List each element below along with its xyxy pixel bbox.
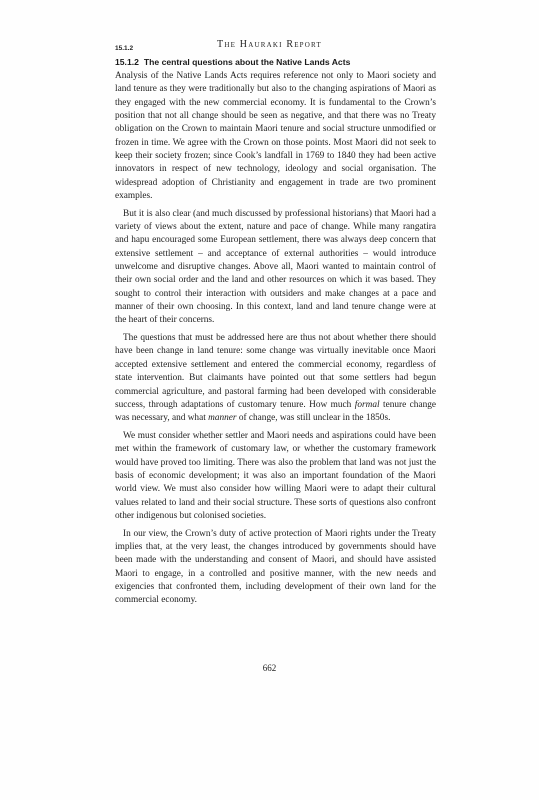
- section-reference: 15.1.2: [115, 45, 134, 52]
- paragraph: [115, 332, 436, 425]
- paragraph-text: of change, was still unclear in the 1850s.: [236, 413, 391, 424]
- paragraph: Analysis of the Native Lands Acts requires reference not only to Maori society and land tenure as they were traditionally but also to the changing aspirations of Maori as they engaged with the new commercial economy. It is fundamental to the Crown’s position that not all change should be seen as negative, and that there was no Treaty obligation on the Crown to maintain Maori tenure and social structure unmodified or frozen in time. We agree with the Crown on those points. Most Maori did not seek to keep their society frozen; since Cook’s landfall in 1769 to 1840 they had been active innovators in respect of new technology, ideology and social organisation. The widespread adoption of Christianity and engagement in trade are two prominent examples.: [115, 71, 436, 202]
- paragraph: But it is also clear (and much discussed by professional historians) that Maori had a variety of views about the extent, nature and pace of change. While many rangatira and hapu encouraged some European settlement, there was always deep concern that extensive settlement – and acceptance of external authorities – would introduce unwelcome and disruptive changes. Above all, Maori wanted to maintain control of their own social order and the land and other resources on which it was based. They sought to control their interaction with outsiders and make changes at a pace and manner of their own choosing. In this context, land and land tenure change were at the heart of their concerns.: [115, 208, 436, 326]
- emphasis-manner: manner: [208, 413, 237, 424]
- paragraph-text: The questions that must be addressed here are thus not about whether there should have been change in land tenure: some change was virtually inevitable once Maori accepted extensive settlement and entered the commercial economy, regardless of state intervention. But claimants have pointed out that some settlers had begun commercial agriculture, and pastoral farming had been developed with considerable success, through adaptations of customary tenure. How much: [115, 333, 436, 410]
- section-heading-title: The central questions about the Native Lands Acts: [143, 57, 351, 67]
- section-heading: [115, 57, 350, 67]
- paragraph: We must consider whether settler and Maori needs and aspirations could have been met within the framework of customary law, or whether the customary framework would have proved too limiting. There was also the problem that land was not just the basis of economic development; it was also an important foundation of the Maori world view. We must also consider how willing Maori were to adapt their cultural values related to land and their social structure. These sorts of questions also confront other indigenous but colonised societies.: [115, 430, 436, 521]
- section-heading-number: 15.1.2: [115, 57, 139, 67]
- paragraph: In our view, the Crown’s duty of active protection of Maori rights under the Treaty implies that, at the very least, the changes introduced by governments should have been made with the understanding and consent of Maori, and should have assisted Maori to engage, in a controlled and positive manner, with the new needs and exigencies that confronted them, including development of their own land for the commercial economy.: [115, 528, 436, 606]
- running-head: The Hauraki Report: [217, 39, 322, 50]
- body-text: [115, 70, 436, 612]
- paragraph-text: tenure change was necessary, and what: [115, 399, 436, 424]
- emphasis-formal: formal: [354, 399, 380, 410]
- page-number: 662: [262, 663, 277, 673]
